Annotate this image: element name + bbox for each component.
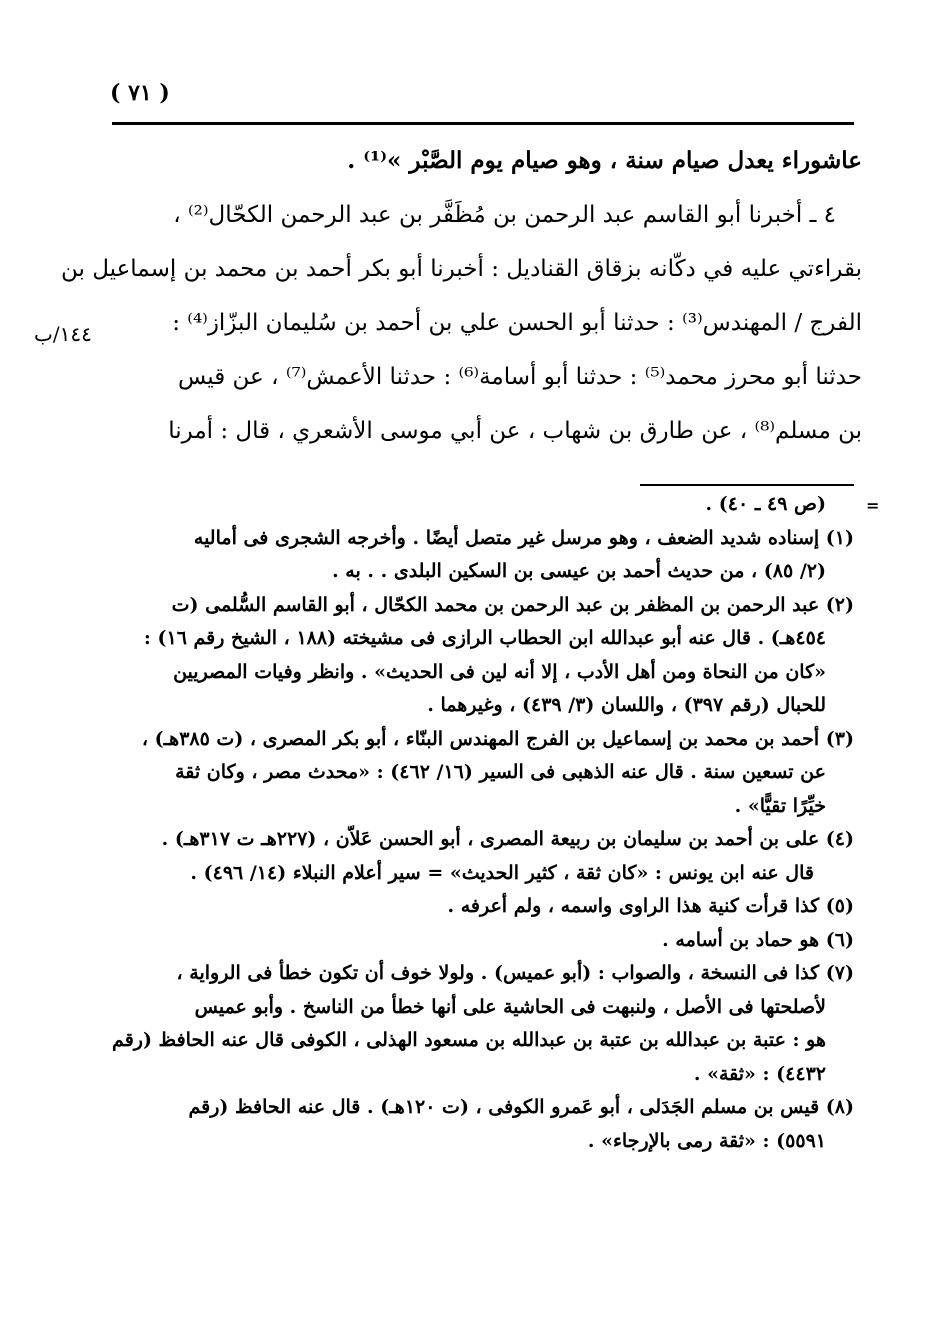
footnote-line: خيِّرًا تقيًّا» . — [734, 794, 826, 817]
main-line-6: بن مسلم⁽⁸⁾ ، عن طارق بن شهاب ، عن أبي موسى الأشعري ، قال : أمرنا — [168, 418, 862, 444]
footnote-line: «كان من النحاة ومن أهل الأدب ، إلا أنه لين فى الحديث» . وانظر وفيات المصريين — [173, 660, 826, 683]
footnotes — [102, 488, 854, 1158]
footnote-line: (٣) أحمد بن محمد بن إسماعيل بن الفرج المهندس البنّاء ، أبو بكر المصرى ، (ت ٣٨٥هـ) ، — [141, 727, 854, 750]
footnote-line: عن تسعين سنة . قال عنه الذهبى فى السير (١٦/ ٤٦٢) : «محدث مصر ، وكان ثقة — [175, 761, 826, 783]
footnote-line: ٥٥٩١) : «ثقة رمى بالإرجاء» . — [587, 1129, 826, 1152]
main-line-3: بقراءتي عليه في دكّانه بزقاق القناديل : أخبرنا أبو بكر أحمد بن محمد بن إسماعيل بن — [60, 256, 862, 282]
footnote-line: (٤) على بن أحمد بن سليمان بن ربيعة المصرى ، أبو الحسن عَلاّن ، (٢٢٧هـ ت ٣١٧هـ) . — [161, 828, 854, 850]
footnote-line: (٧) كذا فى النسخة ، والصواب : (أبو عميس) . ولولا خوف أن تكون خطأ فى الرواية ، — [176, 962, 854, 984]
main-line-1: عاشوراء يعدل صيام سنة ، وهو صيام يوم الصَّبْر »⁽¹⁾ . — [347, 147, 862, 174]
main-line-4: الفرج / المهندس⁽³⁾ : حدثنا أبو الحسن علي بن أحمد بن سُليمان البزّاز⁽⁴⁾ : — [172, 310, 862, 336]
footnote-line: (١) إسناده شديد الضعف ، وهو مرسل غير متصل أيضًا . وأخرجه الشجرى فى أماليه — [193, 526, 854, 549]
main-line-5: حدثنا أبو محرز محمد⁽⁵⁾ : حدثنا أبو أسامة⁽⁶⁾ : حدثنا الأعمش⁽⁷⁾ ، عن قيس — [177, 364, 862, 390]
margin-folio-note: ١٤٤/ب — [34, 322, 92, 346]
footnote-line: (٥) كذا قرأت كنية هذا الراوى واسمه ، ولم أعرفه . — [447, 895, 854, 917]
footnote-line: هو : عتبة بن عبدالله بن عتبة بن عبدالله بن مسعود الهذلى ، الكوفى قال عنه الحافظ (رقم — [112, 1029, 826, 1051]
footnote-line: (ص ٤٩ ـ ٤٠) . — [705, 493, 826, 515]
header-rule — [112, 122, 854, 125]
footnote-line: لأصلحتها فى الأصل ، ولنبهت فى الحاشية على أنها خطأ من الناسخ . وأبو عميس — [194, 995, 826, 1018]
footnote-line: (٦) هو حماد بن أسامه . — [662, 928, 854, 951]
footnote-line: قال عنه ابن يونس : «كان ثقة ، كثير الحديث» = سير أعلام النبلاء (١٤/ ٤٩٦) . — [190, 861, 814, 884]
footnote-line: ٤٤٣٢) : «ثقة» . — [693, 1062, 826, 1085]
footnote-separator — [640, 484, 854, 486]
main-line-2: ٤ ـ أخبرنا أبو القاسم عبد الرحمن بن مُظَفَّر بن عبد الرحمن الكحّال⁽²⁾ ، — [173, 202, 836, 228]
footnote-line: ٤٥٤هـ) . قال عنه أبو عبدالله ابن الحطاب الرازى فى مشيخته (١٨٨ ، الشيخ رقم ١٦) : — [143, 627, 826, 649]
footnote-line: (٢) عبد الرحمن بن المظفر بن عبد الرحمن بن محمد الكحّال ، أبو القاسم السُّلمى (ت — [171, 593, 854, 616]
footnote-line: للحبال (رقم ٣٩٧) ، واللسان (٣/ ٤٣٩) ، وغيرهما . — [427, 694, 826, 716]
equals-mark: = — [866, 496, 880, 515]
page-number: ( ٧١ ) — [110, 80, 170, 106]
footnote-line: (٨) قيس بن مسلم الجَدَلى ، أبو عَمرو الكوفى ، (ت ١٢٠هـ) . قال عنه الحافظ (رقم — [188, 1096, 854, 1118]
footnote-line: (٢/ ٨٥) ، من حديث أحمد بن عيسى بن السكين البلدى . . به . — [332, 560, 826, 582]
